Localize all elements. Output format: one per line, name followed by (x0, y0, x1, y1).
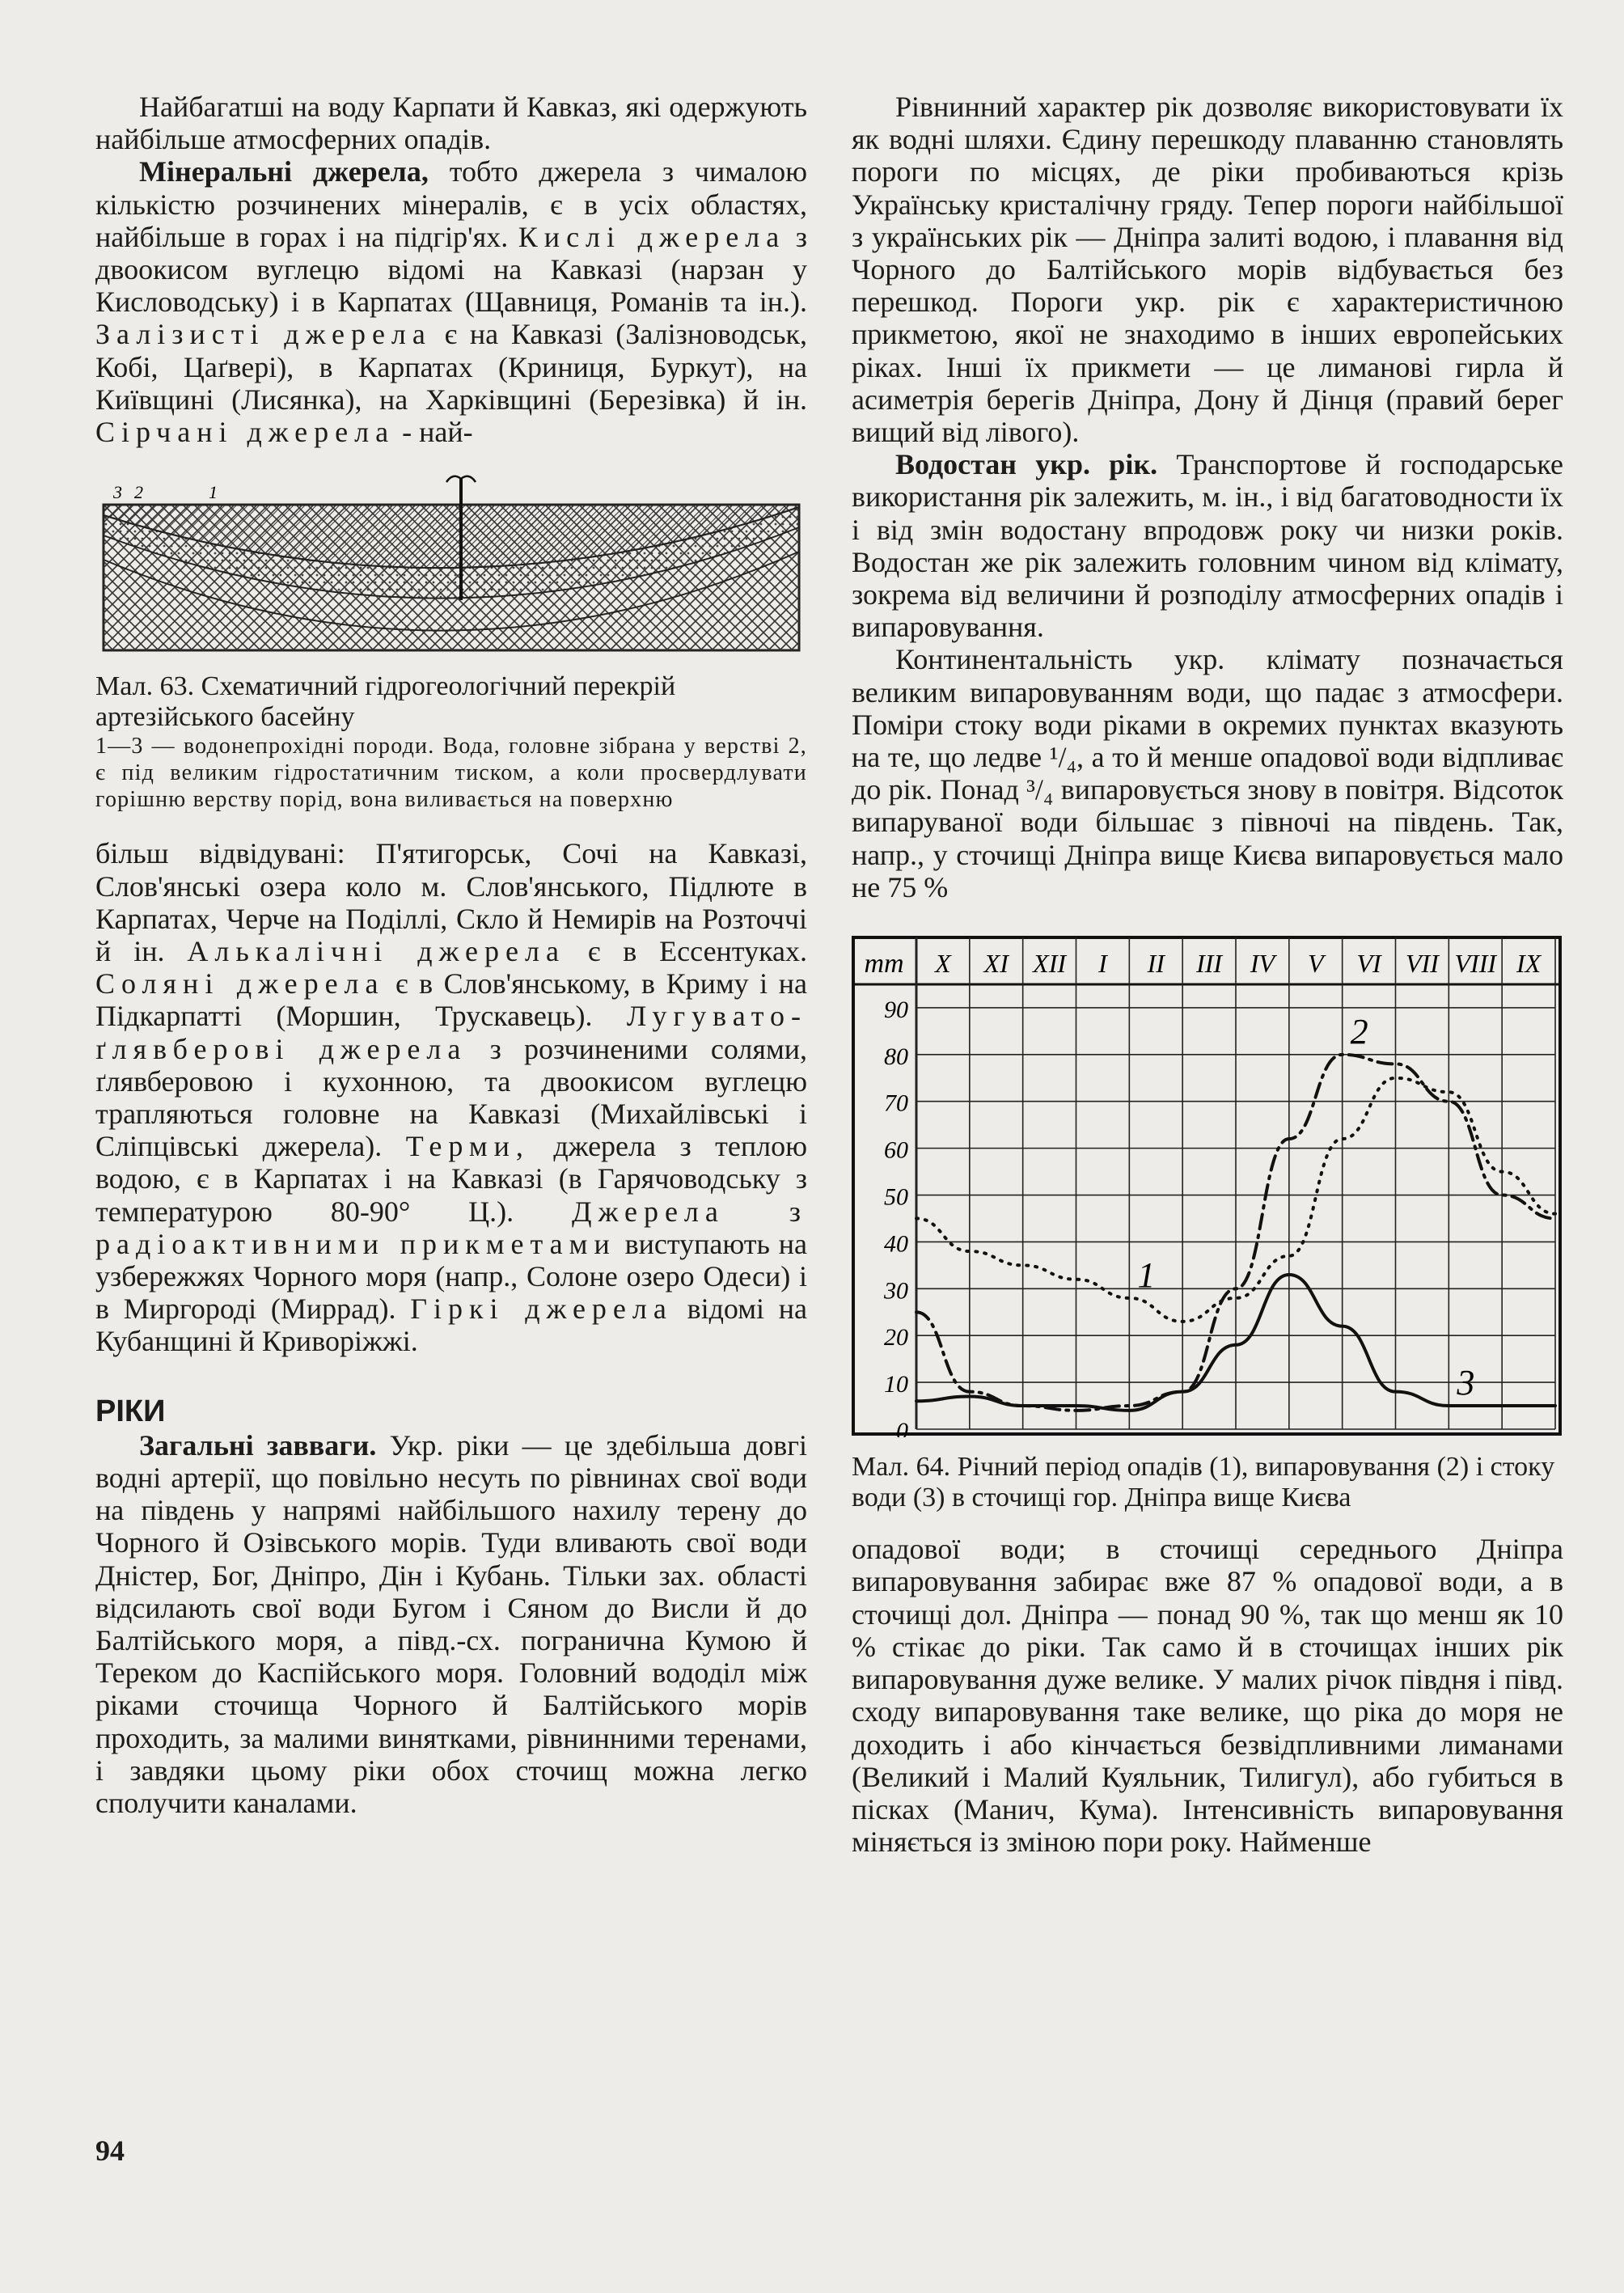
term-spaced: Кислі джерела (518, 220, 786, 253)
x-tick-label: VIII (1454, 949, 1497, 979)
term: Мінеральні джерела, (139, 155, 429, 188)
y-tick-label: 40 (884, 1230, 908, 1258)
term: Загальні завваги. (139, 1428, 377, 1462)
term-spaced: Соляні джерела (95, 967, 385, 1001)
y-tick-label: 20 (884, 1324, 908, 1352)
text: відомі на Кубанщині й Криворіжжі. (95, 1292, 807, 1358)
x-tick-label: VII (1405, 949, 1439, 979)
x-tick-label: I (1098, 949, 1107, 979)
paragraph-water-regime (852, 448, 1563, 643)
y-tick-label: 80 (884, 1043, 908, 1070)
x-tick-label: XII (1033, 949, 1067, 979)
term-spaced: Сірчані джерела (95, 416, 395, 449)
page-number: 94 (95, 2134, 125, 2167)
artesian-basin-diagram (95, 463, 807, 657)
term-spaced: Алькалічні джерела (187, 935, 565, 968)
y-tick-label: 50 (884, 1183, 908, 1211)
term-spaced: Джерела з радіоактивними прикметами (95, 1195, 807, 1260)
paragraph-mineral-springs (95, 155, 807, 448)
layer-label: 2 (134, 482, 143, 503)
y-tick-label: 60 (884, 1136, 908, 1164)
text: - най- (395, 416, 473, 449)
layer-label: 1 (209, 482, 218, 503)
paragraph: Найбагатші на воду Карпати й Кавказ, які одержують найбільше атмосферних опадів. (95, 91, 807, 156)
term-spaced: Терми, (405, 1130, 530, 1163)
text: Укр. ріки — це здебільша довгі водні артерії, що повільно несуть по рівнинах свої води на південь у напрямі найбільшого нахилу терену до Чорного й Озівського морів. Туди вливають свої води Дністер, Бог, Дніпро, Дін і Кубань. Тільки зах. області відсилають свої води Бугом і Сяном до Висли й до Балтійського моря, а півд.-сх. погранична Кумою й Тереком до Каспійського моря. Головний вододіл між ріками сточища Чорного й Балтійського морів проходить, за малими винятками, рівнинними теренами, і завдяки цьому ріки обох сточищ можна легко сполучити каналами. (95, 1428, 807, 1819)
y-tick-label: 10 (884, 1371, 908, 1398)
text: Транспортове й господарське використання рік залежить, м. ін., і від багатоводности їх і від змін водостану впродовж року чи низки років. Водостан же рік залежить головним чином від клімату, зокрема від величини й розподілу атмосферних опадів і випаровування. (852, 448, 1563, 644)
figure-63-caption: Мал. 63. Схематичний гідрогеологічний перекрій артезійського басейну (95, 671, 676, 733)
paragraph: Континентальність укр. клімату позначається великим випаровуванням води, що падає з атмосфери. Поміри стоку води ріками в окремих пунктах вказують на те, що ледве ¹/₄, а то й менше опадової води відпливає до рік. Понад ³/₄ випаровується знову в повітря. Відсоток випаруваної води більшає з півночі на південь. Так, напр., у сточищі Дніпра вище Києва випаровується мало не 75 % (852, 643, 1563, 903)
figure-63-note: 1—3 — водонепрохідні породи. Вода, головне зібрана у верстві 2, є під великим гідростатичним тиском, а коли просвердлувати горішню верству порід, вона виливається на поверхню (95, 734, 807, 813)
text: тобто джерела з чималою кількістю розчинених мінералів, є в усіх областях, найбільше в горах і на підгір'ях. (95, 155, 807, 253)
y-tick-label: 90 (884, 996, 908, 1024)
term-spaced: Залізисті джерела (95, 318, 432, 351)
text: є в Ессентуках. (565, 935, 807, 968)
paragraph-general-notes (95, 1429, 807, 1819)
x-tick-label: XI (983, 949, 1009, 979)
paragraph: опадової води; в сточищі середнього Дніпра випаровування забирає вже 87 % опадової води, а в сточищі дол. Дніпра — понад 90 %, так що менш як 10 % стікає до ріки. Так само й в сточищах інших рік випаровування дуже велике. У малих річок півдня і півд. сходу випаровування таке велике, що ріка до моря не доходить і або кінчається безвідпливними лиманами (Великий і Малий Куяльник, Тилигул), або губиться в пісках (Манич, Кума). Інтенсивність випаровування міняється із зміною пори року. Найменше (852, 1533, 1563, 1859)
x-tick-label: V (1307, 949, 1324, 979)
paragraph-springs (95, 837, 807, 1357)
x-tick-label: II (1147, 949, 1165, 979)
figure-64-caption: Мал. 64. Річний період опадів (1), випаровування (2) і стоку води (3) в сточищі гор. Дніпра вище Києва (852, 1452, 1555, 1513)
chart-frame (853, 937, 1560, 1434)
text: з двоокисом вуглецю відомі на Кавказі (нарзан у Кисловодську) і в Карпатах (Щавниця, Романів та ін.). (95, 220, 807, 319)
x-tick-label: III (1196, 949, 1223, 979)
text: з розчиненими солями, ґлявберовою і кухонною, та двоокисом вуглецю трапляються головне на Кавказі (Михайлівські і Сліпцівські джерела). (95, 1032, 807, 1163)
text: більш відвідувані: П'ятигорськ, Сочі на Кавказі, Слов'янські озера коло м. Слов'янського, Підлюте в Карпатах, Черче на Поділлі, Скло й Немирів на Розточчі й ін. (95, 837, 807, 968)
right-column (852, 91, 1563, 1858)
series-label: 3 (1457, 1363, 1475, 1403)
river-regime-chart (852, 936, 1563, 1437)
text: виступають на узбережжях Чорного моря (напр., Солоне озеро Одеси) і в Миргороді (Миррад). (95, 1227, 808, 1326)
unit-label: mm (864, 949, 904, 979)
x-tick-label: IV (1250, 949, 1275, 979)
text: джерела з теплою водою, є в Карпатах і на Кавказі (в Гарячоводську з температурою 80-90° Ц.). (95, 1130, 807, 1228)
y-tick-label: 30 (884, 1277, 908, 1305)
term-spaced: Лугувато-ґлявберові джерела (95, 1000, 807, 1065)
figure-64 (852, 936, 1563, 1444)
text: є на Кавказі (Залізноводськ, Кобі, Цаґвері), в Карпатах (Криниця, Буркут), на Київщині (Лисянка), на Харківщині (Березівка) й ін. (95, 318, 807, 416)
x-tick-label: X (935, 949, 951, 979)
series-label: 2 (1350, 1011, 1368, 1051)
term-spaced: Гіркі джерела (410, 1292, 673, 1326)
left-column (95, 91, 807, 1819)
layer-label: 3 (113, 482, 122, 503)
y-tick-label: 0 (896, 1418, 908, 1438)
paragraph: Рівнинний характер рік дозволяє використовувати їх як водні шляхи. Єдину перешкоду плаванню становлять пороги по місцях, де ріки пробиваються крізь Українську кристалічну гряду. Тепер пороги найбільшої з українських рік — Дніпра залиті водою, і плавання від Чорного до Балтійського морів відбувається без перешкод. Пороги укр. рік є характеристичною прикметою, якої не знаходимо в інших европейських ріках. Інші їх прикмети — це лиманові гирла й асиметрія берегів Дніпра, Дону й Дінця (правий берег вищий від лівого). (852, 91, 1563, 449)
y-tick-label: 70 (884, 1089, 908, 1117)
text: є в Слов'янському, в Криму і на Підкарпатті (Моршин, Трускавець). (95, 967, 807, 1033)
figure-63 (95, 463, 807, 663)
x-tick-label: VI (1356, 949, 1381, 979)
series-label: 1 (1137, 1254, 1156, 1295)
term: Водостан укр. рік. (895, 448, 1158, 481)
x-tick-label: IX (1516, 949, 1542, 979)
section-heading: РІКИ (95, 1394, 166, 1428)
